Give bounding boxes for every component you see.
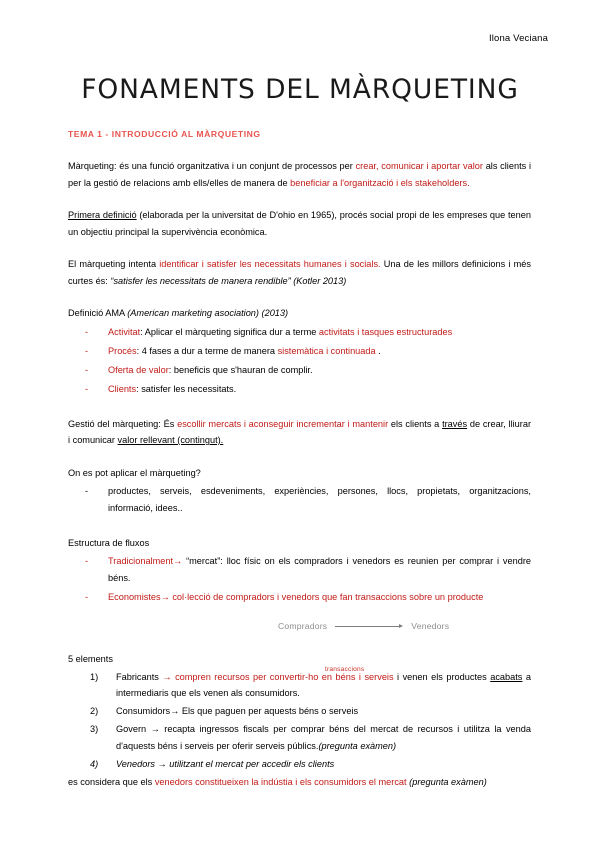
management-paragraph <box>68 416 531 449</box>
conclusion-red: venedors constitueixen la indústia i els consumidors el mercat <box>154 776 407 787</box>
ama-list <box>68 324 531 398</box>
buyers-sellers-diagram <box>68 621 531 651</box>
page-title: FONAMENTS DEL MÀRQUETING <box>81 74 519 105</box>
flow-structure-heading: Estructura de fluxos <box>68 537 150 548</box>
element-red: → compren recursos per convertir-ho en béns i serveis <box>162 671 394 682</box>
ama-item-label: Oferta de valor <box>108 364 169 375</box>
element-underlined: acabats <box>490 671 523 682</box>
list-item <box>68 669 531 702</box>
application-question: On es pot aplicar el màrqueting? <box>68 467 201 478</box>
five-elements-list <box>68 669 531 773</box>
list-item <box>68 721 531 754</box>
management-lead: Gestió del màrqueting: És <box>68 418 178 429</box>
element-plain-end: a intermediaris que els venen als consumidors. <box>116 671 531 698</box>
intent-citation: (Kotler 2013) <box>290 275 347 286</box>
first-definition-rest: (elaborada per la universitat de D'ohio en 1965), procés social propi de les empreses que tenen un objectiu principal la supervivència econòmica. <box>68 210 531 237</box>
ama-heading <box>68 305 531 322</box>
ama-item-tail: . <box>375 345 381 356</box>
definition-red-2: beneficiar a l'organització i els stakeholders. <box>290 177 470 188</box>
diagram-inner <box>278 621 449 631</box>
first-definition-underlined: Primera definició <box>68 210 137 220</box>
management-underlined-2: valor rellevant (contingut). <box>117 435 224 445</box>
ama-item-text: : 4 fases a dur a terme de manera <box>136 345 278 356</box>
flow-item-text: “mercat”: lloc físic on els compradors i venedors es reunien per comprar i vendre béns. <box>108 556 531 583</box>
ama-item-text: : Aplicar el màrqueting significa dur a terme <box>140 326 319 337</box>
management-underlined-1: través <box>442 418 468 429</box>
conclusion-paragraph <box>68 774 531 791</box>
definition-mid: als clients i per la gestió de relacions amb ells/elles de manera de <box>68 161 531 188</box>
element-italic-end: (pregunta exàmen) <box>318 740 397 751</box>
ama-item-red: activitats i tasques estructurades <box>318 326 453 337</box>
list-item <box>68 756 531 773</box>
transaccions-annotation: transaccions <box>325 665 365 673</box>
element-plain-start: Fabricants <box>116 671 163 682</box>
ama-item-text: : beneficis que s'hauran de complir. <box>168 364 313 375</box>
diagram-right-node: Venedors <box>411 621 450 631</box>
list-item <box>68 324 531 341</box>
application-list <box>68 483 531 516</box>
author-name: Ilona Veciana <box>489 33 548 44</box>
list-item <box>68 589 531 606</box>
flow-structure-list <box>68 553 531 605</box>
section-heading: TEMA 1 - INTRODUCCIÓ AL MÀRQUETING <box>68 129 261 139</box>
definition-red-1: crear, comunicar i aportar valor <box>355 161 483 171</box>
intent-mid: Una de les millors definicions i més curtes és: <box>68 259 531 286</box>
list-item <box>68 703 531 720</box>
list-item <box>68 362 531 379</box>
management-mid: els clients a <box>388 418 443 429</box>
list-item <box>68 343 531 360</box>
document-body <box>68 129 531 790</box>
ama-item-red: sistemàtica i continuada <box>277 345 376 356</box>
list-item <box>68 553 531 586</box>
five-elements-heading: 5 elements <box>68 654 113 664</box>
management-red: escollir mercats i aconseguir incrementar i mantenir <box>177 418 389 429</box>
intent-paragraph <box>68 256 531 289</box>
ama-item-text: : satisfer les necessitats. <box>136 383 237 394</box>
first-definition-paragraph <box>68 207 531 240</box>
ama-heading-plain: Definició AMA <box>68 308 128 318</box>
conclusion-italic: (pregunta exàmen) <box>406 776 487 787</box>
ama-heading-italic: (American marketing asociation) (2013) <box>127 308 289 318</box>
ama-item-label: Activitat <box>108 326 141 337</box>
element-plain-mid: i venen els productes <box>393 671 491 682</box>
arrow-right-icon <box>335 622 403 630</box>
list-item: - productes, serveis, esdeveniments, experiències, persones, llocs, propietats, organitzacions, informació, idees.. <box>68 483 531 516</box>
diagram-left-node: Compradors <box>278 621 328 631</box>
management-mid-2: de crear, lliurar i comunicar <box>68 418 532 445</box>
conclusion-lead: es considera que els <box>68 776 155 787</box>
flow-item-label: Economistes→ col·lecció de compradors i venedors que fan transaccions sobre un producte <box>108 591 484 602</box>
list-item <box>68 381 531 398</box>
intent-quote: “satisfer les necessitats de manera rendible” <box>110 275 291 286</box>
intent-lead: El màrqueting intenta <box>68 259 160 269</box>
element-plain-start: Consumidors→ Els que paguen per aquests béns o serveis <box>116 706 359 716</box>
definition-lead: Màrqueting: és una funció organitzativa i un conjunt de processos per <box>68 161 356 171</box>
element-italic-end: Venedors → utilitzant el mercat per accedir els clients <box>116 758 335 769</box>
ama-item-label: Clients <box>108 383 137 394</box>
element-plain-start: Govern → recapta ingressos fiscals per comprar béns del mercat de recursos i utilitza la venda d'aquests béns i serveis per oferir serveis públics. <box>116 724 531 751</box>
flow-item-label: Tradicionalment→ <box>108 556 183 566</box>
intent-red: identificar i satisfer les necessitats humanes i socials. <box>159 259 381 269</box>
definition-paragraph <box>68 158 531 191</box>
ama-item-label: Procés <box>108 345 137 356</box>
